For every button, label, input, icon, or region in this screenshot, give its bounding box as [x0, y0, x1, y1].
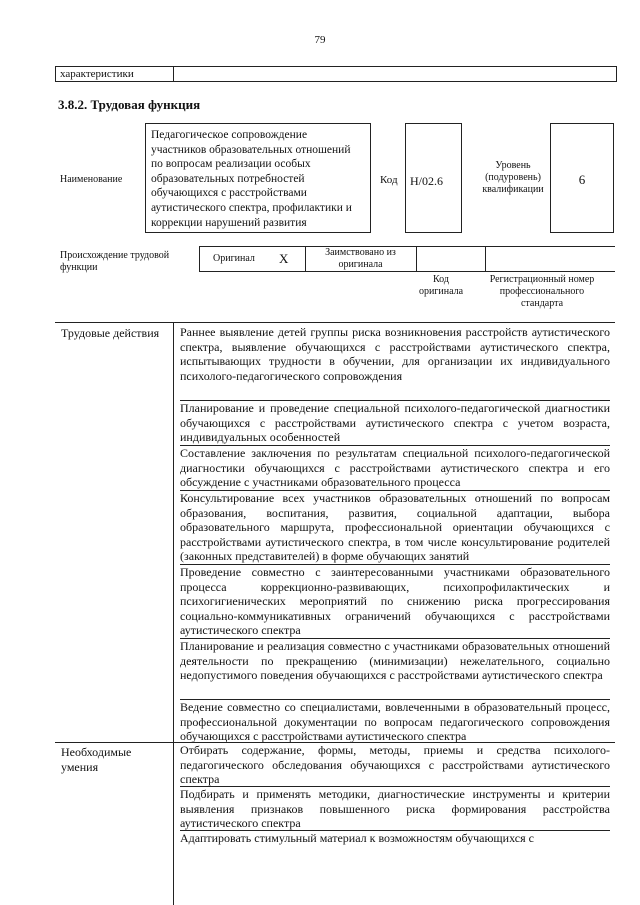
original-mark: X — [279, 251, 289, 266]
code-box — [405, 123, 462, 233]
level-label: Уровень (подуровень) квалификации — [482, 160, 544, 195]
code-label: Код — [380, 174, 398, 186]
previous-row-text: характеристики — [56, 67, 174, 81]
function-name-box: Педагогическое сопровождение участников образовательных отношений по вопросам реализации особых образовательных потребностей обучающихся с расстройствами аутистического спектра, профилактики и коррекции нарушений развития — [145, 123, 371, 233]
name-label: Наименование — [60, 174, 123, 185]
previous-table-row — [55, 66, 617, 82]
skill-item: Адаптировать стимульный материал к возможностям обучающихся с — [180, 830, 610, 846]
skill-item: Подбирать и применять методики, диагностические инструменты и критерии выявления признаков повышенного риска формирования расстройства аутистического спектра — [180, 787, 610, 830]
section-title: 3.8.2. Трудовая функция — [58, 97, 201, 112]
labor-action-item: Ведение совместно со специалистами, вовлеченными в образовательный процесс, профессиональной документации по вопросам педагогического сопровождения обучающихся с расстройствами аутистического спектра — [180, 700, 610, 743]
page-number: 79 — [314, 34, 326, 46]
labor-action-item: Планирование и проведение специальной психолого-педагогической диагностики обучающихся с расстройствами аутистического спектра с учетом возраста, индивидуальных особенностей — [180, 401, 610, 444]
borrowed-label: Заимствовано из оригинала — [325, 247, 396, 270]
labor-action-item: Планирование и реализация совместно с участниками образовательных отношений деятельности по прекращению (минимизации) нежелательного, социально недопустимого поведения обучающихся с расстройствами аутистического спектра — [180, 639, 610, 682]
skill-item: Отбирать содержание, формы, методы, приемы и средства психолого-педагогического обследования обучающихся с расстройствами аутистического спектра — [180, 743, 610, 786]
origin-label: Происхождение трудовой функции — [60, 250, 170, 273]
origin-row — [199, 246, 615, 272]
code-original-label: Код оригинала — [418, 274, 464, 297]
skills-label: Необходимые умения — [61, 745, 132, 774]
code-value: H/02.6 — [410, 174, 443, 188]
labor-action-item: Составление заключения по результатам специальной психолого-педагогической диагностики обучающихся с расстройствами аутистического спектра и его обсуждение с участниками образовательного процесса — [180, 446, 610, 489]
level-box — [550, 123, 614, 233]
requirements-table — [55, 322, 615, 905]
original-label: Оригинал — [213, 253, 255, 264]
level-value: 6 — [578, 172, 586, 187]
labor-action-item: Раннее выявление детей группы риска возникновения расстройств аутистического спектра, выявление обучающихся с расстройствами аутистического спектра, испытывающих трудности в обучении, для организации их индивидуального психолого-педагогического сопровождения — [180, 325, 610, 383]
registration-number-label: Регистрационный номер профессионального стандарта — [489, 274, 595, 309]
labor-actions-label: Трудовые действия — [61, 326, 160, 340]
labor-action-item: Консультирование всех участников образовательных отношений по вопросам образования, воспитания, развития, социальной адаптации, выбора образовательного маршрута, профессиональной ориентации обучающихся с расстройствами аутистического спектра, в том числе консультирование родителей (законных представителей) в форме обучающих занятий — [180, 491, 610, 563]
labor-action-item: Проведение совместно с заинтересованными участниками образовательного процесса коррекционно-развивающих, психопрофилактических и психогигиенических мероприятий по снижению риска прогрессирования социально-коммуникативных ограничений обучающихся с расстройствами аутистического спектра — [180, 565, 610, 637]
